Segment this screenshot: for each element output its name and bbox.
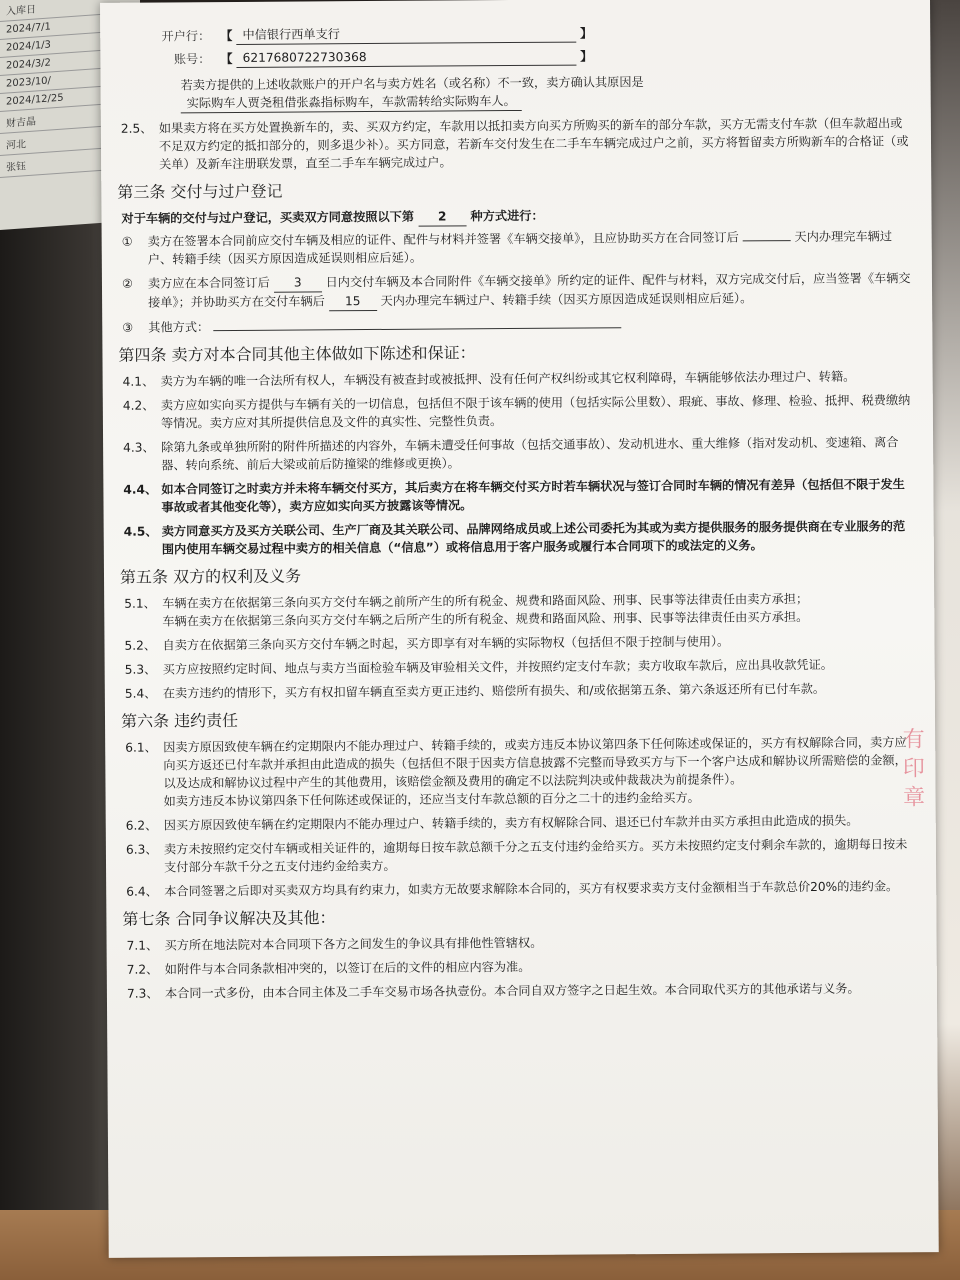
section-3-title: 第三条 交付与过户登记 xyxy=(117,181,283,202)
red-stamp: 有 印 章 xyxy=(899,727,925,808)
bg-sheet-line: 张钰 xyxy=(0,146,140,178)
bank-name-label: 开户行： xyxy=(161,28,211,43)
account-row xyxy=(120,44,910,69)
method-1: ① 卖方在签署本合同前应交付车辆及相应的证件、配件与材料并签署《车辆交接单》，且应协助买方在合同签订后 天内办理完车辆过户、转籍手续（因买方原因造成延误则相应后延）。 xyxy=(121,229,893,267)
clause-4-2: 4.2、 卖方应如实向买方提供与车辆有关的一切信息，包括但不限于该车辆的使用（包括实际公里数）、瑕疵、事故、修理、检验、抵押、税费缴纳等情况。卖方应对其所提供信息及文件的真实性、完整性负责。 xyxy=(122,393,911,431)
section-7-title: 第七条 合同争议解决及其他： xyxy=(122,908,336,929)
method-3-other xyxy=(213,327,621,331)
method-choice-value: 2 xyxy=(418,207,466,226)
bg-sheet-line: 2024/7/1 xyxy=(0,12,140,40)
method-2-delivery-days: 3 xyxy=(274,273,322,292)
clause-4-1: 4.1、 卖方为车辆的唯一合法所有权人，车辆没有被查封或被抵押、没有任何产权纠纷或其它权利障碍，车辆能够依法办理过户、转籍。 xyxy=(122,369,856,389)
clause-5-4: 5.4、 在卖方违约的情形下，买方有权扣留车辆直至卖方更正违约、赔偿所有损失、和/或依据第五条、第六条返还所有已付车款。 xyxy=(124,681,826,701)
account-value: 6217680722730368 xyxy=(237,47,577,68)
method-2: ② 卖方应在本合同签订后 3 日内交付车辆及本合同附件《车辆交接单》所约定的证件、配件与材料，双方完成交付后，应当签署《车辆交接单》；并协助买方在交付车辆后 15 天内办理完车辆过户、转籍手续（因买方原因造成延误则相应后延）。 xyxy=(121,271,911,310)
contract-content xyxy=(117,21,917,1008)
method-1-days xyxy=(743,240,791,241)
section-3-intro: 对于车辆的交付与过户登记，买卖双方同意按照以下第 2 种方式进行： xyxy=(121,208,544,226)
clause-6-4: 6.4、 本合同签署之后即对买卖双方均具有约束力，如卖方无故要求解除本合同的，买方有权要求卖方支付金额相当于车款总价20%的违约金。 xyxy=(126,879,899,899)
bg-sheet-line: 2023/10/ xyxy=(0,66,140,94)
clause-5-3: 5.3、 买方应按照约定时间、地点与卖方当面检验车辆及审验相关文件，并按照约定支付车款；卖方收取车款后，应出具收款凭证。 xyxy=(124,657,834,677)
method-2-transfer-days: 15 xyxy=(329,292,377,311)
section-4-title: 第四条 卖方对本合同其他主体做如下陈述和保证： xyxy=(118,343,476,365)
mismatch-reason: 实际购车人贾尧租借张淼指标购车，车款需转给实际购车人。 xyxy=(181,92,522,113)
bank-name-field: 【 中信银行西单支行 】 xyxy=(216,23,596,45)
section-5-title: 第五条 双方的权利及义务 xyxy=(119,566,302,587)
bg-sheet-line: 2024/1/3 xyxy=(0,30,140,58)
clause-5-1: 5.1、 车辆在卖方在依据第三条向买方交付车辆之前所产生的所有税金、规费和路面风险、刑事、民事等法律责任由卖方承担； 车辆在卖方在依据第三条向买方交付车辆之后所产生的所有税金、规费和路面风险、刑事、民事等法律责任由买方承担。 xyxy=(124,591,809,629)
contract-page xyxy=(100,0,939,1258)
clause-4-4: 4.4、 如本合同签订之时卖方并未将车辆交付买方，其后卖方在将车辆交付买方时若车辆状况与签订合同时车辆的情况有差异（包括但不限于发生事故或者其他变化等），卖方应如实向买方披露该等情况。 xyxy=(123,477,905,515)
clause-6-2: 6.2、 因买方原因致使车辆在约定期限内不能办理过户、转籍手续的，卖方有权解除合同、退还已付车款并由买方承担由此造成的损失。 xyxy=(125,813,859,833)
bank-name-value: 中信银行西单支行 xyxy=(236,24,576,45)
bank-name-row xyxy=(120,21,910,46)
mismatch-note xyxy=(181,71,911,113)
account-label: 账号： xyxy=(173,51,211,66)
section-6-title: 第六条 违约责任 xyxy=(120,710,239,731)
clause-7-1: 7.1、 买方所在地法院对本合同项下各方之间发生的争议具有排他性管辖权。 xyxy=(126,935,543,953)
bg-sheet-line: 河北 xyxy=(0,124,140,156)
mismatch-text: 若卖方提供的上述收款账户的开户名与卖方姓名（或名称）不一致，卖方确认其原因是 xyxy=(180,75,644,93)
clause-5-2: 5.2、 自卖方在依据第三条向买方交付车辆之时起，买方即享有对车辆的实际物权（包括但不限于控制与使用）。 xyxy=(124,634,730,653)
bg-sheet-line: 2024/3/2 xyxy=(0,48,140,76)
method-3: ③ 其他方式： xyxy=(122,313,912,337)
clause-6-1: 6.1、 因卖方原因致使车辆在约定期限内不能办理过户、转籍手续的，或卖方违反本协议第四条下任何陈述或保证的，买方有权解除合同，卖方应向买方返还已付车款并承担由此造成的损失（包括但不限于因卖方信息披露不完整而导致买方与下一个客户达成和解协议所需赔偿的金额，以及达成和解协议过程中产生的其他费用，该赔偿金额及费用的确定不以法院判决或仲裁裁决为前提条件）。 如卖方违反本协议第四条下任何陈述或保证的，还应当支付车款总额的百分之二十的违约金给买方。 xyxy=(125,735,907,809)
bg-sheet-line: 财吉晶 xyxy=(0,102,140,134)
clause-2-5: 2.5、 如果卖方将在买方处置换新车的，卖、买双方约定，车款用以抵扣卖方向买方所购买的新车的部分车款，买方无需支付车款（但车款超出或不足双方约定的抵扣部分的，则多退少补）。买方同意，若新车交付发生在二手车车辆完成过户之前，买方将暂留卖方所购新车的合格证（或关单）及新车注册联发票，直至二手车车辆完成过户。 xyxy=(120,116,909,172)
account-field: 【 6217680722730368 】 xyxy=(216,46,596,68)
clause-7-3: 7.3、 本合同一式多份，由本合同主体及二手车交易市场各执壹份。本合同自双方签字之日起生效。本合同取代买方的其他承诺与义务。 xyxy=(126,981,860,1001)
clause-4-3: 4.3、 除第九条或单独所附的附件所描述的内容外，车辆未遭受任何事故（包括交通事故）、发动机进水、重大维修（指对发动机、变速箱、离合器、转向系统、前后大梁或前后防撞梁的维修或更换）。 xyxy=(123,435,899,473)
bg-sheet-line: 2024/12/25 xyxy=(0,84,140,112)
bg-sheet-line: 入库日 xyxy=(0,0,140,22)
clause-7-2: 7.2、 如附件与本合同条款相冲突的，以签订在后的文件的相应内容为准。 xyxy=(126,959,531,977)
clause-4-5: 4.5、 卖方同意买方及买方关联公司、生产厂商及其关联公司、品牌网络成员或上述公司委托为其或为卖方提供服务的服务提供商在专业服务的范围内使用车辆交易过程中卖方的相关信息（“信息”）或将信息用于客户服务或履行本合同项下的或法定的义务。 xyxy=(123,519,906,557)
clause-6-3: 6.3、 卖方未按照约定交付车辆或相关证件的，逾期每日按车款总额千分之五支付违约金给买方。买方未按照约定支付剩余车款的，逾期每日按未支付部分车款千分之五支付违约金给卖方。 xyxy=(125,837,908,875)
